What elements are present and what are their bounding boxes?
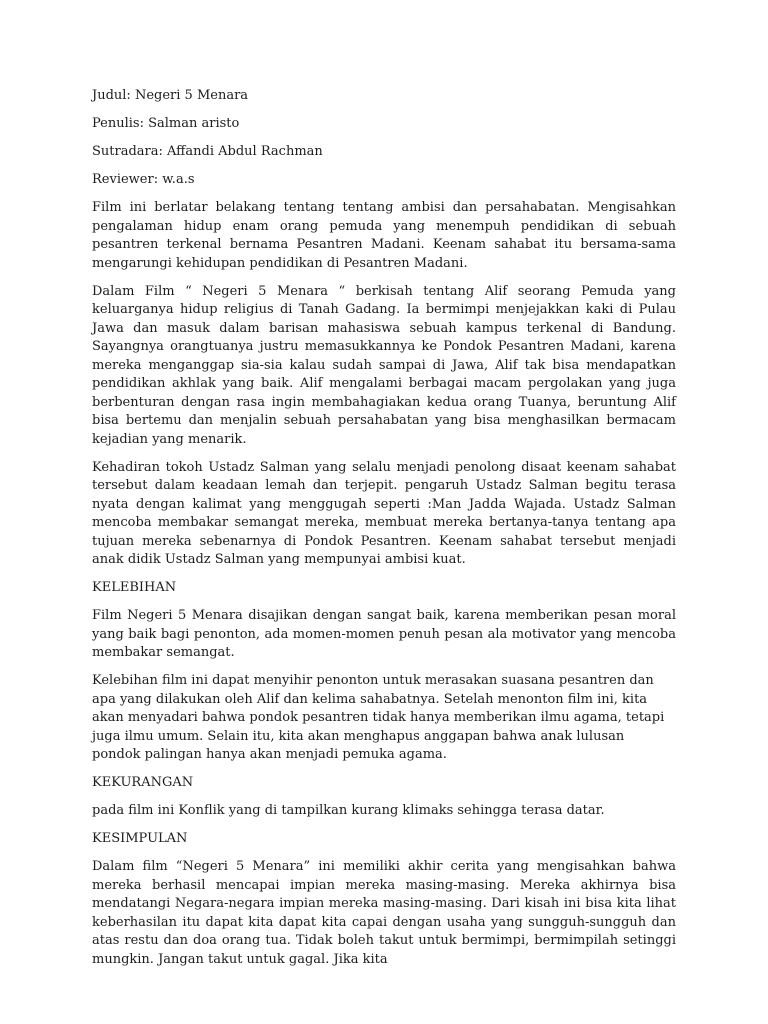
synopsis-paragraph: Dalam Film “ Negeri 5 Menara “ berkisah tentang Alif seorang Pemuda yang keluarganya hidup religius di Tanah Gadang. Ia bermimpi menjejakkan kaki di Pulau Jawa dan masuk dalam barisan mahasiswa sebuah kampus terkenal di Bandung. Sayangnya orangtuanya justru memasukkannya ke Pondok Pesantren Madani, karena mereka menganggap sia-sia kalau sudah sampai di Jawa, Alif tak bisa mendapatkan pendidikan akhlak yang baik. Alif mengalami berbagai macam pergolakan yang juga berbenturan dengan rasa ingin membahagiakan kedua orang Tuanya, beruntung Alif bisa bertemu dan menjalin sebuah persahabatan yang bisa menghasilkan bermacam kejadian yang menarik. xyxy=(92,283,676,447)
reviewer-line: Reviewer: w.a.s xyxy=(92,172,195,187)
kelebihan-paragraph: Film Negeri 5 Menara disajikan dengan sangat baik, karena memberikan pesan moral yang baik bagi penonton, ada momen-momen penuh pesan ala motivator yang mencoba membakar semangat. xyxy=(92,608,676,660)
document-body xyxy=(92,87,676,979)
section-heading-kekurangan: KEKURANGAN xyxy=(92,775,194,790)
kelebihan-paragraph: Kelebihan film ini dapat menyihir penonton untuk merasakan suasana pesantren dan apa yang dilakukan oleh Alif dan kelima sahabatnya. Setelah menonton film ini, kita akan menyadari bahwa pondok pesantren tidak hanya memberikan ilmu agama, tetapi juga ilmu umum. Selain itu, kita akan menghapus anggapan bahwa anak lulusan pondok palingan hanya akan menjadi pemuka agama. xyxy=(92,673,665,762)
character-paragraph: Kehadiran tokoh Ustadz Salman yang selalu menjadi penolong disaat keenam sahabat tersebut dalam keadaan lemah dan terjepit. pengaruh Ustadz Salman begitu terasa nyata dengan kalimat yang menggugah seperti :Man Jadda Wajada. Ustadz Salman mencoba membakar semangat mereka, membuat mereka bertanya-tanya tentang apa tujuan mereka sebenarnya di Pondok Pesantren. Keenam sahabat tersebut menjadi anak didik Ustadz Salman yang mempunyai ambisi kuat. xyxy=(92,459,676,567)
kekurangan-paragraph: pada film ini Konflik yang di tampilkan kurang klimaks sehingga terasa datar. xyxy=(92,803,605,818)
kesimpulan-paragraph: Dalam film “Negeri 5 Menara” ini memiliki akhir cerita yang mengisahkan bahwa mereka berhasil mencapai impian mereka masing-masing. Mereka akhirnya bisa mendatangi Negara-negara impian mereka masing-masing. Dari kisah ini bisa kita lihat keberhasilan itu dapat kita dapat kita capai dengan usaha yang sungguh-sungguh dan atas restu dan doa orang tua. Tidak boleh takut untuk bermimpi, bermimpilah setinggi mungkin. Jangan takut untuk gagal. Jika kita xyxy=(92,859,676,967)
section-heading-kesimpulan: KESIMPULAN xyxy=(92,831,188,846)
author-line: Penulis: Salman aristo xyxy=(92,116,240,131)
intro-paragraph: Film ini berlatar belakang tentang tentang ambisi dan persahabatan. Mengisahkan pengalaman hidup enam orang pemuda yang menempuh pendidikan di sebuah pesantren terkenal bernama Pesantren Madani. Keenam sahabat itu bersama-sama mengarungi kehidupan pendidikan di Pesantren Madani. xyxy=(92,200,676,271)
section-heading-kelebihan: KELEBIHAN xyxy=(92,580,177,595)
title-line: Judul: Negeri 5 Menara xyxy=(92,88,249,103)
director-line: Sutradara: Affandi Abdul Rachman xyxy=(92,144,323,159)
